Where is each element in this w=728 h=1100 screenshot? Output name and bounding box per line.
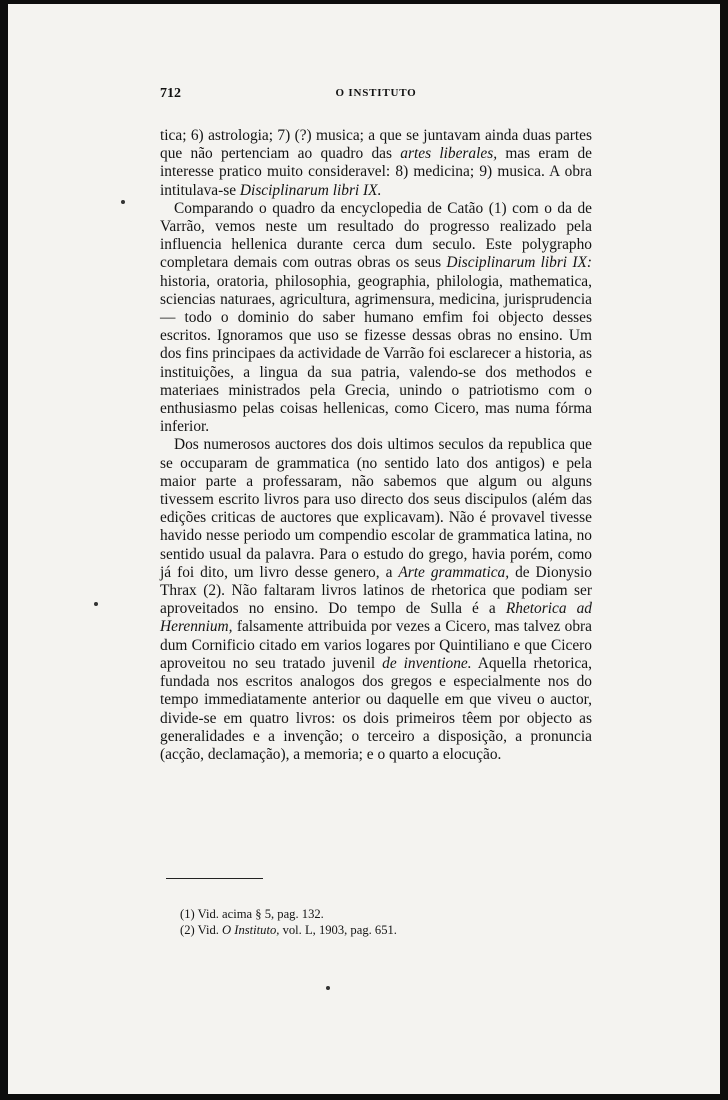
- italic-text: artes liberales,: [400, 145, 498, 163]
- text-run: (2) Vid.: [180, 922, 223, 937]
- margin-speck: [326, 986, 330, 990]
- italic-text: Rhetorica ad Herennium,: [160, 600, 592, 636]
- running-head: O INSTITUTO: [335, 87, 417, 99]
- paragraph: [160, 436, 592, 764]
- text-run: Dos numerosos auctores dos dois ultimos seculos da republica que se occuparam de grammatica (no sentido lato dos antigos) e pela maior parte a professaram, não sabemos que algum ou alguns tivessem escrito livros para uso directo dos seus discipulos (além das edições criticas de auctores que explicavam). Não é provavel tivesse havido nesse periodo um compendio escolar de grammatica latina, no sentido usual da palavra. Para o estudo do grego, havia porém, como já foi dito, um livro desse genero, a: [160, 436, 592, 581]
- paragraph: [160, 127, 592, 200]
- body-text: [160, 127, 592, 764]
- page-number: 712: [160, 86, 181, 101]
- text-run: falsamente attribuida por vezes a Cicero, mas talvez obra dum Cornificio citado em varios logares por Quintiliano e que Cicero aproveitou no seu tratado juvenil: [160, 618, 592, 672]
- text-run: mas eram de interesse pratico muito consideravel: 8) medicina; 9) musica. A obra intitulava-se: [160, 145, 592, 199]
- page-header: [160, 86, 592, 104]
- paragraph: [160, 200, 592, 437]
- text-run: de Dionysio Thrax (2). Não faltaram livros latinos de rhetorica que podiam ser aproveitados no ensino. Do tempo de Sulla é a: [160, 563, 592, 618]
- italic-text: Arte grammatica,: [398, 563, 510, 581]
- footnotes: [180, 907, 600, 938]
- footnote: [180, 923, 600, 939]
- italic-text: de inventione.: [382, 654, 472, 672]
- text-run: historia, oratoria, philosophia, geographia, philologia, mathematica, sciencias naturaes, agricultura, agrimensura, medicina, jurisprudencia — todo o dominio do saber humano emfim foi objecto desses escritos. Ignoramos que uso se fizesse dessas obras no ensino. Um dos fins principaes da actividade de Varrão foi esclarecer a historia, as instituições, a lingua da sua patria, valendo-se dos methodos e materiaes ministrados pela Grecia, unindo o patriotismo com o enthusiasmo pelas coisas hellenicas, como Cicero, mas numa fórma inferior.: [160, 272, 592, 436]
- book-page: [8, 4, 720, 1094]
- margin-speck: [94, 602, 98, 606]
- footnote-separator: [166, 878, 263, 879]
- margin-speck: [121, 200, 125, 204]
- text-run: Comparando o quadro da encyclopedia de Catão (1) com o da de Varrão, vemos neste um resultado do progresso realizado pela influencia hellenica durante cerca dum seculo. Este polygrapho completara demais com outras obras os seus: [160, 199, 592, 272]
- italic-text: Disciplinarum libri IX.: [239, 181, 382, 199]
- text-run: Aquella rhetorica, fundada nos escritos analogos dos gregos e especialmente nos do tempo immediatamente anterior ou daquelle em que viveu o auctor, divide-se em quatro livros: os dois primeiros têem por objecto as generalidades e a invenção; o terceiro a disposição, a pronuncia (acção, declamação), a memoria; e o quarto a elocução.: [160, 654, 592, 763]
- text-run: vol. L, 1903, pag. 651.: [279, 922, 397, 937]
- text-run: tica; 6) astrologia; 7) (?) musica; a que se juntavam ainda duas partes que não pertenciam ao quadro das: [160, 127, 592, 163]
- footnote: [180, 907, 600, 923]
- italic-text: O Instituto,: [222, 922, 280, 937]
- text-run: (1) Vid. acima § 5, pag. 132.: [180, 907, 324, 921]
- italic-text: Disciplinarum libri IX:: [446, 254, 592, 272]
